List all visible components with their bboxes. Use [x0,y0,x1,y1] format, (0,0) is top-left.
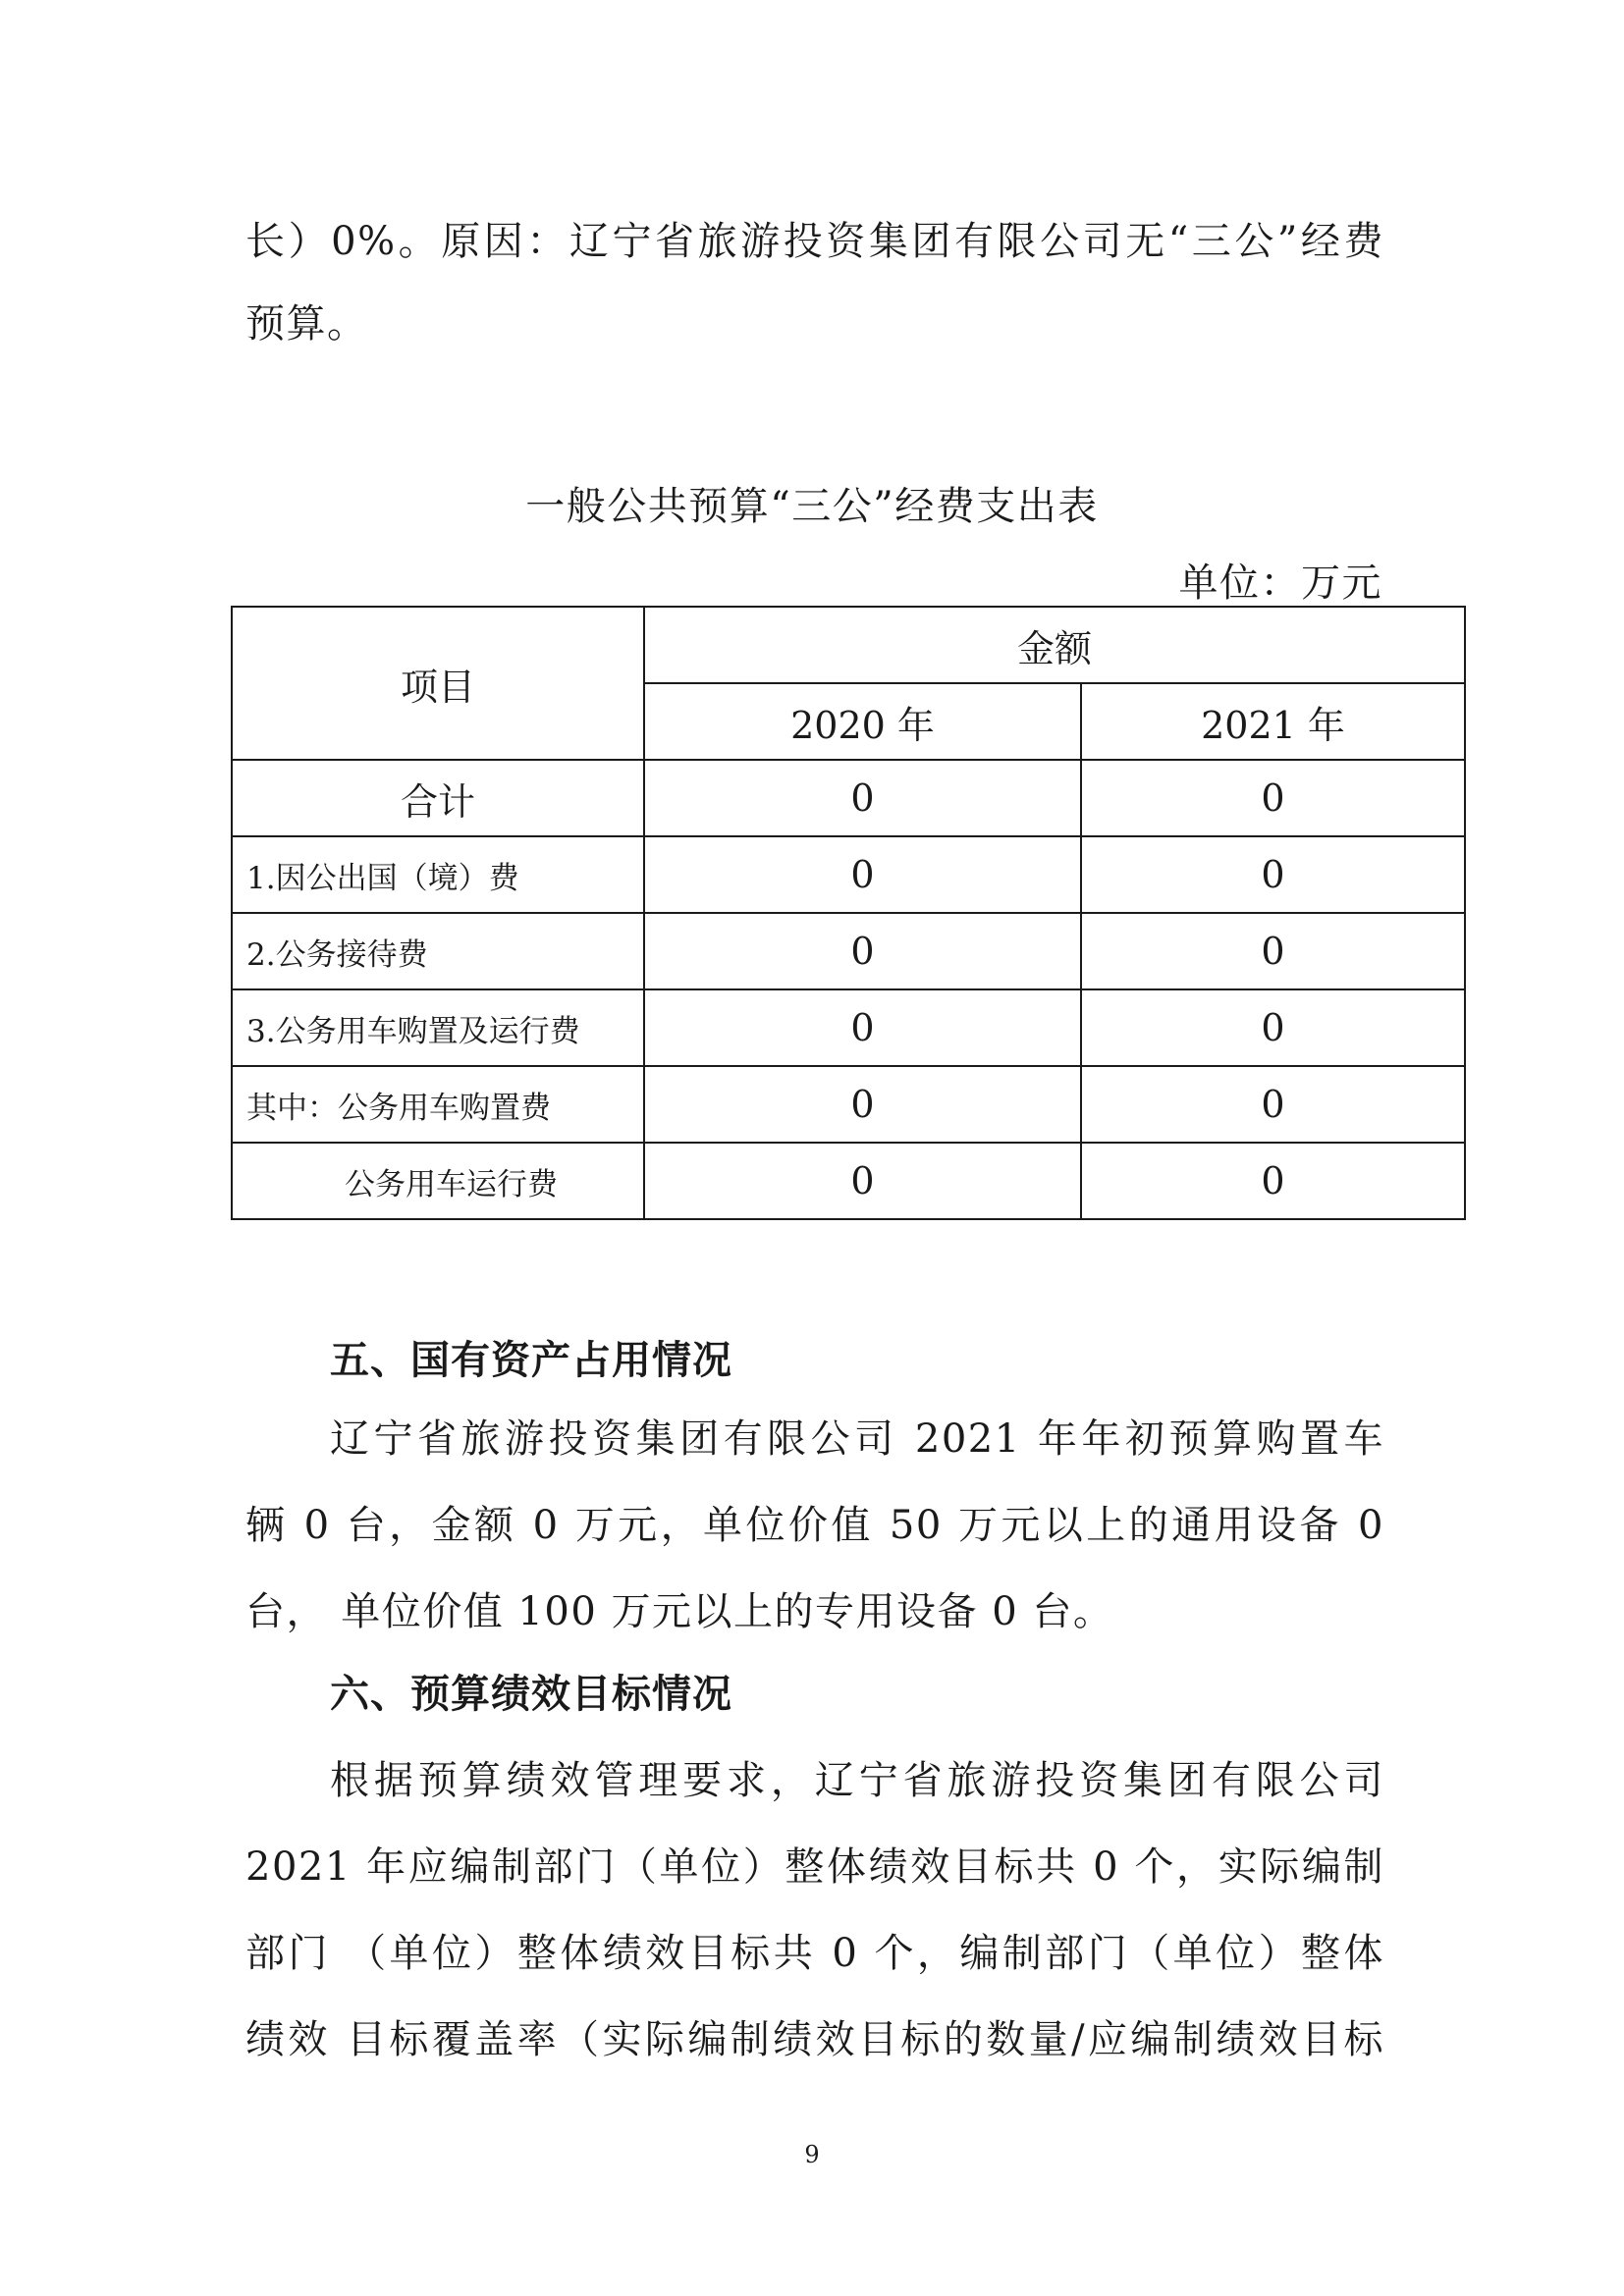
table-row [232,989,1465,1066]
row-label: 2.公务接待费 [232,913,644,989]
section-6-heading: 六、预算绩效目标情况 [330,1672,732,1717]
table-row [232,1143,1465,1219]
row-value-2020: 0 [644,913,1081,989]
row-label: 1.因公出国（境）费 [232,836,644,913]
section-6-line-4: 绩效 目标覆盖率（实际编制绩效目标的数量/应编制绩效目标 [245,2017,1384,2062]
section-6-line-3: 部门 （单位）整体绩效目标共 0 个，编制部门（单位）整体 [245,1931,1384,1976]
row-value-2021: 0 [1081,1066,1465,1143]
row-label: 合计 [232,760,644,836]
expense-table [231,606,1466,1220]
header-year-2020: 2020 年 [644,683,1081,760]
section-5-line-2: 辆 0 台，金额 0 万元，单位价值 50 万元以上的通用设备 0 [245,1503,1384,1548]
row-value-2021: 0 [1081,836,1465,913]
row-value-2020: 0 [644,1066,1081,1143]
row-value-2021: 0 [1081,1143,1465,1219]
table-title: 一般公共预算“三公”经费支出表 [525,484,1099,529]
row-value-2020: 0 [644,989,1081,1066]
row-label: 公务用车运行费 [232,1143,644,1219]
section-5-line-3: 台， 单位价值 100 万元以上的专用设备 0 台。 [245,1589,1114,1634]
row-value-2020: 0 [644,760,1081,836]
table-row [232,913,1465,989]
section-5-heading: 五、国有资产占用情况 [330,1338,732,1383]
header-amount: 金额 [644,607,1465,683]
row-value-2021: 0 [1081,989,1465,1066]
row-value-2021: 0 [1081,913,1465,989]
table-unit: 单位：万元 [1178,561,1382,606]
section-6-line-2: 2021 年应编制部门（单位）整体绩效目标共 0 个，实际编制 [245,1844,1384,1890]
table-row [232,760,1465,836]
section-5-line-1: 辽宁省旅游投资集团有限公司 2021 年年初预算购置车 [330,1416,1384,1462]
header-item: 项目 [232,607,644,760]
table-row [232,1066,1465,1143]
row-value-2020: 0 [644,1143,1081,1219]
header-year-2021: 2021 年 [1081,683,1465,760]
table-row [232,836,1465,913]
intro-line-1: 长）0%。原因：辽宁省旅游投资集团有限公司无“三公”经费 [245,219,1384,264]
page-number: 9 [804,2141,820,2168]
row-label: 其中：公务用车购置费 [232,1066,644,1143]
intro-line-2: 预算。 [245,301,368,347]
row-value-2021: 0 [1081,760,1465,836]
row-label: 3.公务用车购置及运行费 [232,989,644,1066]
section-6-line-1: 根据预算绩效管理要求，辽宁省旅游投资集团有限公司 [330,1758,1384,1803]
row-value-2020: 0 [644,836,1081,913]
